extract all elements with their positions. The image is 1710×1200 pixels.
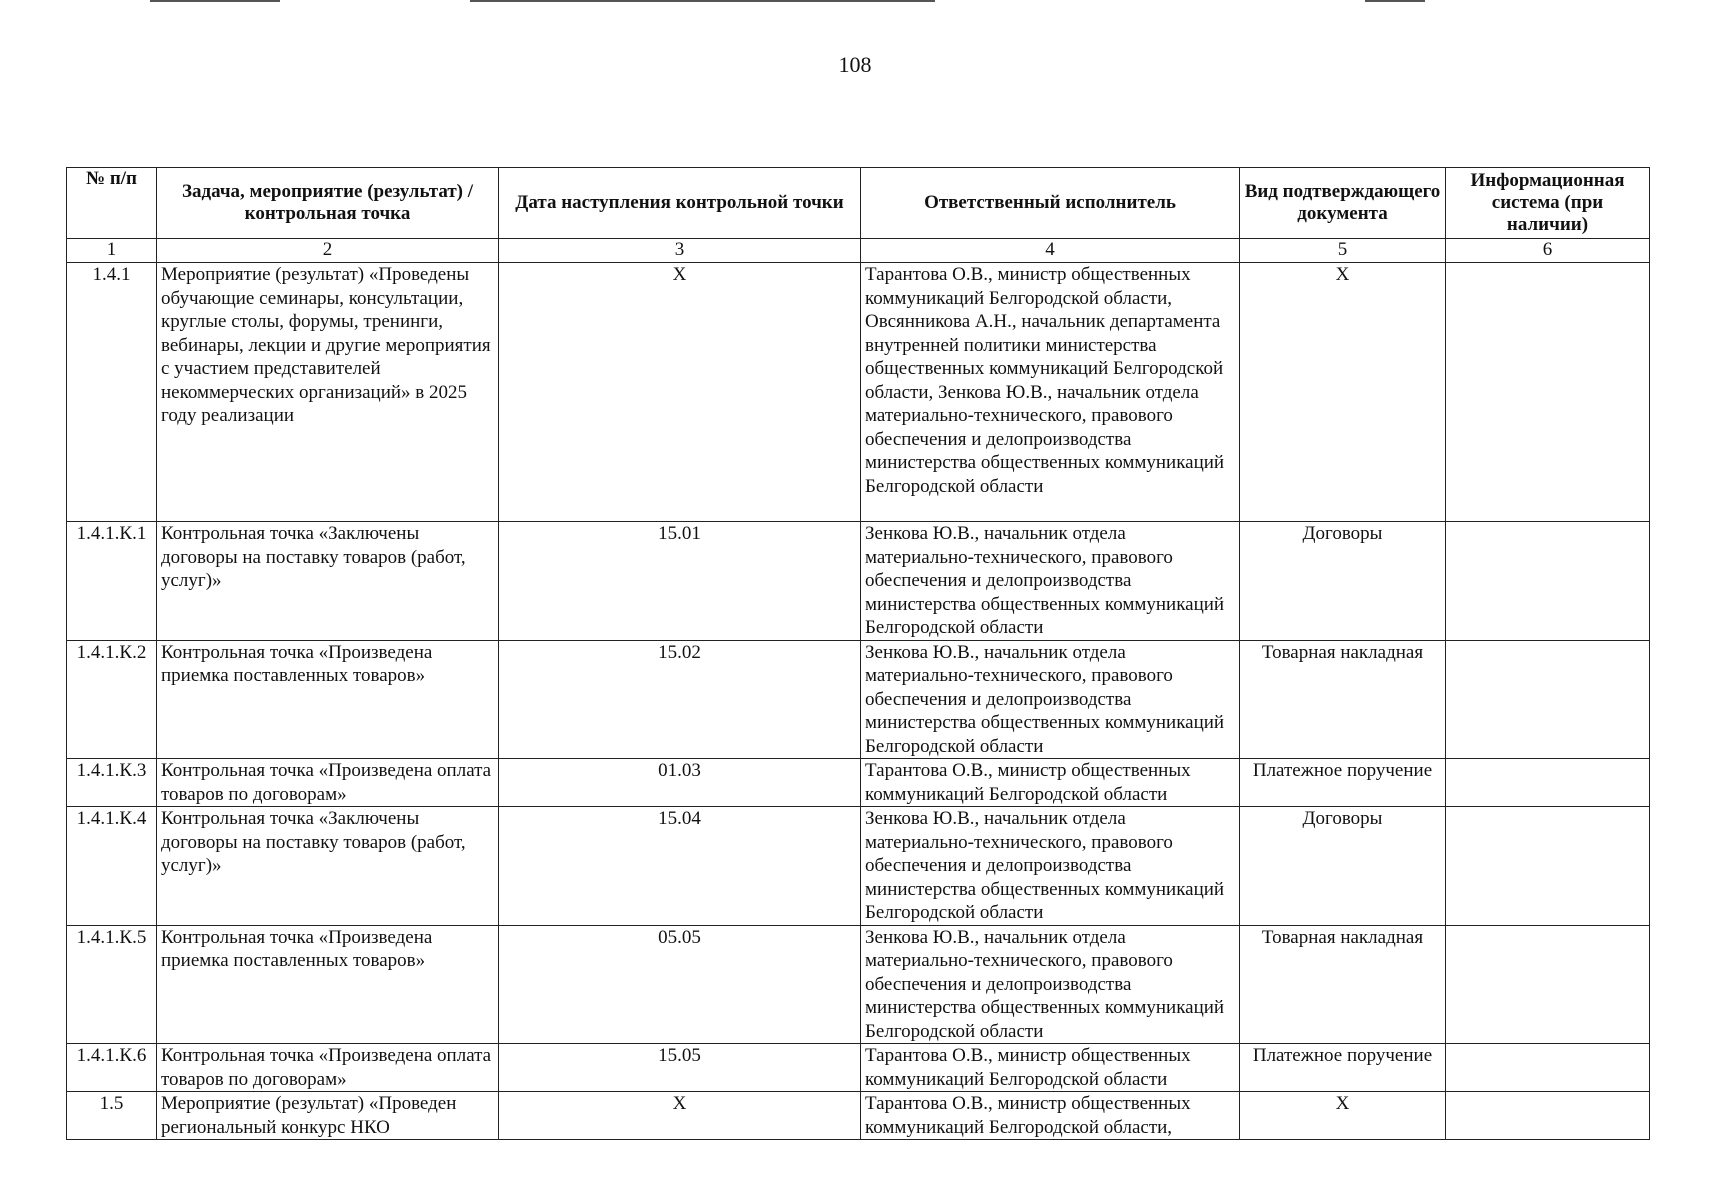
row-doc: Товарная накладная xyxy=(1240,640,1446,759)
row-responsible: Зенкова Ю.В., начальник отдела материально-технического, правового обеспечения и делопроизводства министерства общественных коммуникаций Белгородской области xyxy=(861,522,1240,641)
header-doc: Вид подтверждающего документа xyxy=(1240,168,1446,239)
row-date: 15.02 xyxy=(499,640,861,759)
row-number: 1.4.1.К.6 xyxy=(67,1044,157,1092)
row-responsible: Тарантова О.В., министр общественных коммуникаций Белгородской области, Овсянникова А.Н., начальник департамента внутренней политики министерства общественных коммуникаций Белгородской области, Зенкова Ю.В., начальник отдела материально-технического, правового обеспечения и делопроизводства министерства общественных коммуникаций Белгородской области xyxy=(861,263,1240,522)
column-number: 2 xyxy=(157,239,499,263)
table-row xyxy=(67,759,1650,807)
row-system xyxy=(1446,807,1650,926)
row-date: Х xyxy=(499,263,861,522)
table-row xyxy=(67,263,1650,522)
row-task: Контрольная точка «Произведена приемка поставленных товаров» xyxy=(157,640,499,759)
row-responsible: Зенкова Ю.В., начальник отдела материально-технического, правового обеспечения и делопроизводства министерства общественных коммуникаций Белгородской области xyxy=(861,807,1240,926)
row-doc: Х xyxy=(1240,263,1446,522)
control-points-table xyxy=(66,167,1650,1140)
row-task: Контрольная точка «Заключены договоры на поставку товаров (работ, услуг)» xyxy=(157,522,499,641)
row-number: 1.4.1.К.2 xyxy=(67,640,157,759)
column-number: 3 xyxy=(499,239,861,263)
scan-edge-line xyxy=(470,0,935,2)
row-responsible: Зенкова Ю.В., начальник отдела материально-технического, правового обеспечения и делопроизводства министерства общественных коммуникаций Белгородской области xyxy=(861,925,1240,1044)
row-date: 15.05 xyxy=(499,1044,861,1092)
scan-edge-line xyxy=(1365,0,1425,2)
row-task: Мероприятие (результат) «Проведен региональный конкурс НКО xyxy=(157,1092,499,1140)
row-task: Контрольная точка «Произведена оплата товаров по договорам» xyxy=(157,759,499,807)
row-system xyxy=(1446,640,1650,759)
header-task: Задача, мероприятие (результат) / контрольная точка xyxy=(157,168,499,239)
row-task: Контрольная точка «Заключены договоры на поставку товаров (работ, услуг)» xyxy=(157,807,499,926)
column-number: 4 xyxy=(861,239,1240,263)
row-date: Х xyxy=(499,1092,861,1140)
row-date: 01.03 xyxy=(499,759,861,807)
row-system xyxy=(1446,759,1650,807)
table-row xyxy=(67,522,1650,641)
row-doc: Договоры xyxy=(1240,522,1446,641)
header-row xyxy=(67,168,1650,239)
row-system xyxy=(1446,1044,1650,1092)
row-date: 15.04 xyxy=(499,807,861,926)
column-numbers-row xyxy=(67,239,1650,263)
table-row xyxy=(67,640,1650,759)
row-doc: Х xyxy=(1240,1092,1446,1140)
row-number: 1.5 xyxy=(67,1092,157,1140)
row-doc: Платежное поручение xyxy=(1240,759,1446,807)
row-number: 1.4.1.К.5 xyxy=(67,925,157,1044)
row-system xyxy=(1446,263,1650,522)
row-task: Контрольная точка «Произведена приемка поставленных товаров» xyxy=(157,925,499,1044)
row-system xyxy=(1446,1092,1650,1140)
row-number: 1.4.1.К.3 xyxy=(67,759,157,807)
row-responsible: Тарантова О.В., министр общественных коммуникаций Белгородской области xyxy=(861,759,1240,807)
table-row xyxy=(67,1044,1650,1092)
column-number: 6 xyxy=(1446,239,1650,263)
column-number: 1 xyxy=(67,239,157,263)
row-responsible: Зенкова Ю.В., начальник отдела материально-технического, правового обеспечения и делопроизводства министерства общественных коммуникаций Белгородской области xyxy=(861,640,1240,759)
row-responsible: Тарантова О.В., министр общественных коммуникаций Белгородской области xyxy=(861,1044,1240,1092)
row-task: Мероприятие (результат) «Проведены обучающие семинары, консультации, круглые столы, форумы, тренинги, вебинары, лекции и другие мероприятия с участием представителей некоммерческих организаций» в 2025 году реализации xyxy=(157,263,499,522)
page-number: 108 xyxy=(838,52,872,77)
row-number: 1.4.1.К.4 xyxy=(67,807,157,926)
table-row xyxy=(67,807,1650,926)
header-system: Информационная система (при наличии) xyxy=(1446,168,1650,239)
row-system xyxy=(1446,522,1650,641)
row-system xyxy=(1446,925,1650,1044)
header-num: № п/п xyxy=(67,168,157,239)
column-number: 5 xyxy=(1240,239,1446,263)
row-number: 1.4.1.К.1 xyxy=(67,522,157,641)
table-row xyxy=(67,925,1650,1044)
row-date: 05.05 xyxy=(499,925,861,1044)
row-responsible: Тарантова О.В., министр общественных коммуникаций Белгородской области, xyxy=(861,1092,1240,1140)
row-doc: Договоры xyxy=(1240,807,1446,926)
header-responsible: Ответственный исполнитель xyxy=(861,168,1240,239)
scan-edge-line xyxy=(150,0,280,2)
row-doc: Товарная накладная xyxy=(1240,925,1446,1044)
table-row xyxy=(67,1092,1650,1140)
header-date: Дата наступления контрольной точки xyxy=(499,168,861,239)
row-task: Контрольная точка «Произведена оплата товаров по договорам» xyxy=(157,1044,499,1092)
row-doc: Платежное поручение xyxy=(1240,1044,1446,1092)
row-number: 1.4.1 xyxy=(67,263,157,522)
row-date: 15.01 xyxy=(499,522,861,641)
